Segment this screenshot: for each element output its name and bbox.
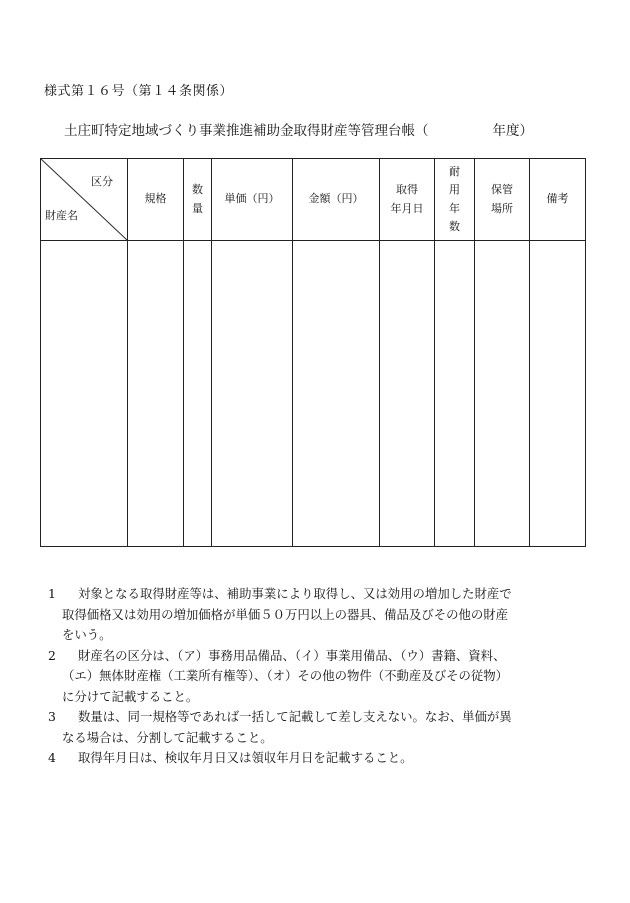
header-row xyxy=(41,159,586,241)
header-amount: 金額（円） xyxy=(293,159,380,241)
asset-ledger-table xyxy=(40,158,586,547)
table-row xyxy=(41,241,586,547)
form-number-label: 様式第１６号（第１４条関係） xyxy=(44,84,234,99)
note-text: 数量は、同一規格等であれば一括して記載して差し支えない。なお、単価が異 なる場合は、分割して記載すること。 xyxy=(62,709,512,745)
header-storage-location: 保管 場所 xyxy=(475,159,530,241)
header-unit-price: 単価（円） xyxy=(212,159,293,241)
note-item xyxy=(48,646,600,708)
header-category-label: 区分 xyxy=(91,175,113,188)
cell-unit-price[interactable] xyxy=(212,241,293,547)
header-quantity: 数 量 xyxy=(184,159,212,241)
ledger-title xyxy=(64,119,584,139)
cell-asset-name[interactable] xyxy=(41,241,128,547)
note-text: 財産名の区分は、（ア）事務用品備品、（イ）事業用備品、（ウ）書籍、資料、 （エ）無体財産権（工業所有権等）、（オ）その他の物件（不動産及びその従物） に分けて記載すること。 xyxy=(62,647,509,704)
note-text: 対象となる取得財産等は、補助事業により取得し、又は効用の増加した財産で 取得価格又は効用の増加価格が単価５０万円以上の器具、備品及びその他の財産 をいう。 xyxy=(62,586,512,642)
ledger-title-main: 土庄町特定地域づくり事業推進補助金取得財産等管理台帳（ xyxy=(64,123,429,139)
header-remarks: 備考 xyxy=(530,159,586,241)
cell-quantity[interactable] xyxy=(184,241,212,547)
notes-section xyxy=(48,584,600,769)
note-text: 取得年月日は、検収年月日又は領収年月日を記載すること。 xyxy=(78,750,413,765)
cell-amount[interactable] xyxy=(293,241,380,547)
header-useful-life: 耐 用 年 数 xyxy=(435,159,475,241)
header-spec: 規格 xyxy=(128,159,184,241)
cell-remarks[interactable] xyxy=(530,241,586,547)
note-number: 2 xyxy=(48,647,56,663)
cell-acquisition-date[interactable] xyxy=(380,241,435,547)
cell-useful-life[interactable] xyxy=(435,241,475,547)
note-item xyxy=(48,584,600,646)
header-category-asset-name xyxy=(41,159,128,241)
cell-spec[interactable] xyxy=(128,241,184,547)
ledger-title-fiscal-year: 年度） xyxy=(492,123,533,139)
note-item xyxy=(48,707,600,748)
note-number: 3 xyxy=(48,709,56,724)
note-item xyxy=(48,748,600,769)
header-acquisition-date: 取得 年月日 xyxy=(380,159,435,241)
diagonal-line xyxy=(41,159,127,240)
note-number: 1 xyxy=(48,586,56,601)
header-asset-name-label: 財産名 xyxy=(45,208,78,222)
note-number: 4 xyxy=(48,750,56,765)
cell-storage-location[interactable] xyxy=(475,241,530,547)
